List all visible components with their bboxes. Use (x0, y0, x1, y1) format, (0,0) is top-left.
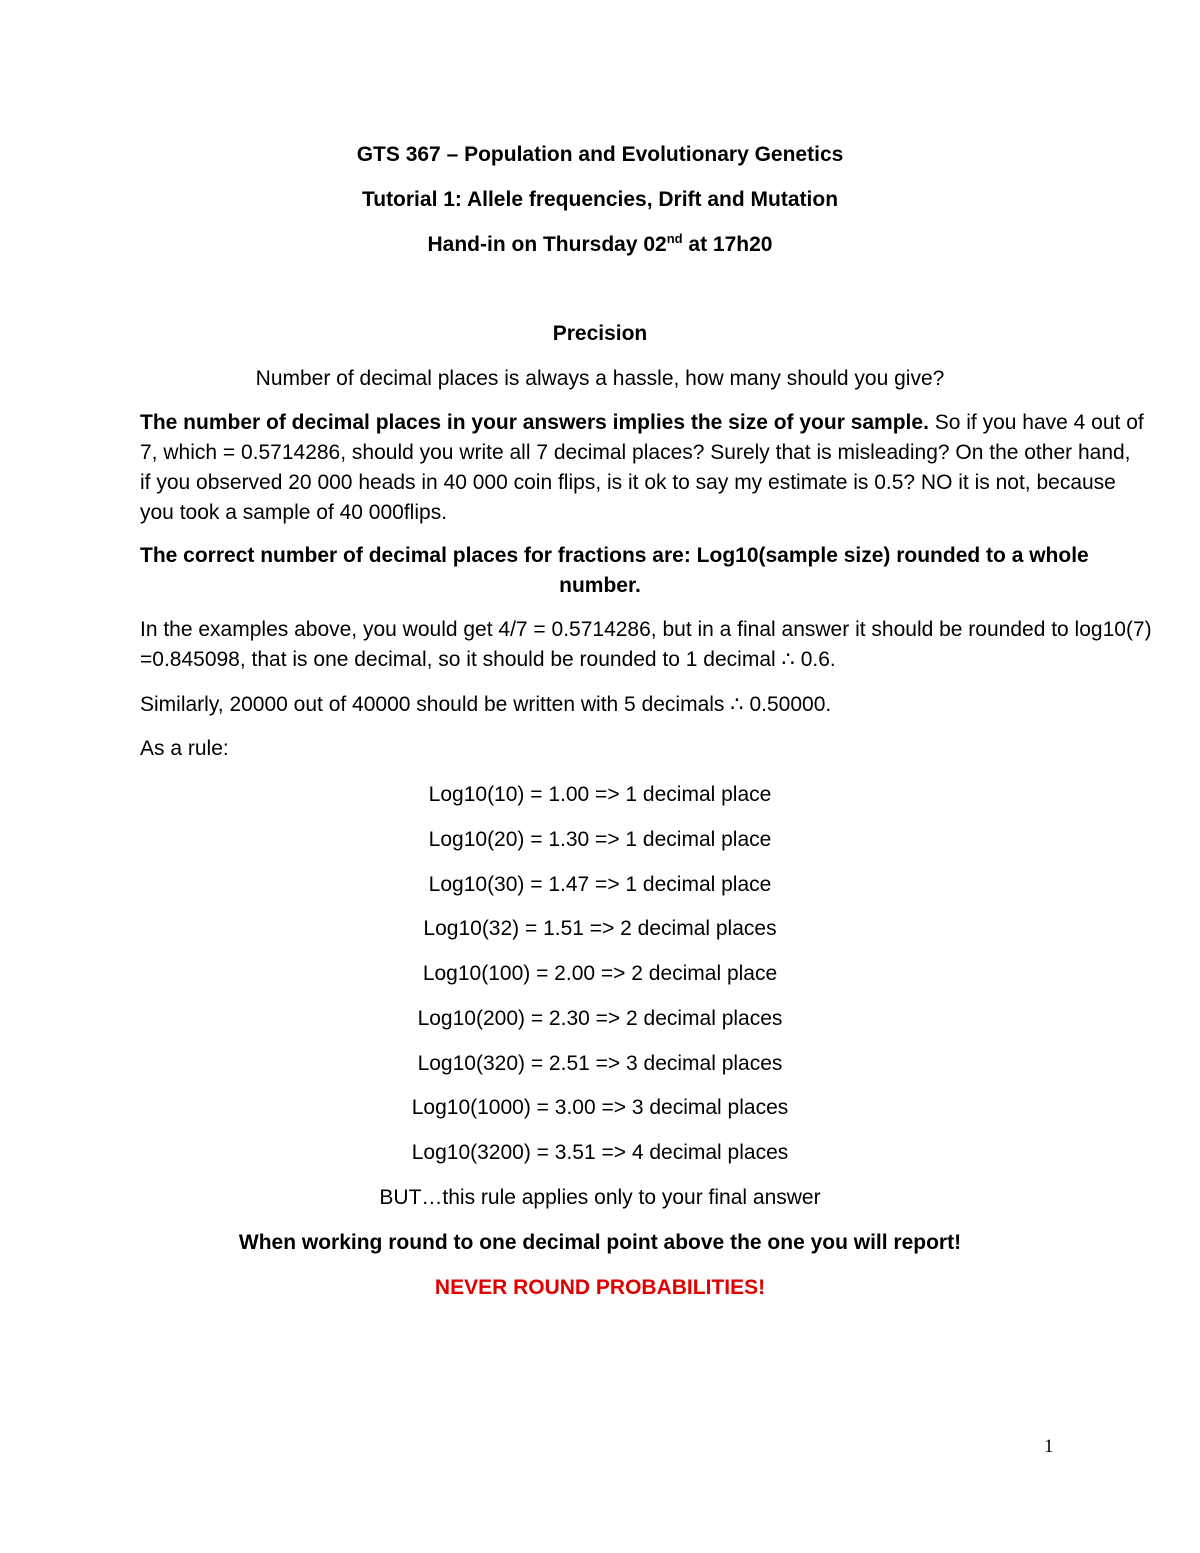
handin-superscript: nd (666, 231, 683, 246)
paragraph-line: 7, which = 0.5714286, should you write all 7 decimal places? Surely that is misleading? On the other hand, (140, 441, 1131, 464)
paragraph-line: In the examples above, you would get 4/7 = 0.5714286, but in a final answer it should be rounded to log10(7) (140, 618, 1152, 641)
course-title: GTS 367 – Population and Evolutionary Genetics (356, 143, 844, 166)
rule-item: Log10(100) = 2.00 => 2 decimal place (422, 962, 778, 985)
paragraph-line: if you observed 20 000 heads in 40 000 coin flips, is it ok to say my estimate is 0.5? NO it is not, because (140, 471, 1116, 494)
rule-item: Log10(30) = 1.47 => 1 decimal place (428, 873, 772, 896)
paragraph-line: =0.845098, that is one decimal, so it should be rounded to 1 decimal ∴ 0.6. (140, 648, 836, 671)
handin-prefix: Hand-in on Thursday 02 (427, 233, 667, 256)
but-note: BUT…this rule applies only to your final answer (379, 1186, 821, 1209)
rule-item: Log10(20) = 1.30 => 1 decimal place (428, 828, 772, 851)
warning-text: NEVER ROUND PROBABILITIES! (434, 1276, 766, 1299)
paragraph-example (140, 615, 1152, 675)
line-rest: So if you have 4 out of (928, 411, 1144, 434)
rule-item: Log10(200) = 2.30 => 2 decimal places (417, 1007, 783, 1030)
handin-suffix: at 17h20 (682, 233, 773, 256)
rule-item: Log10(1000) = 3.00 => 3 decimal places (411, 1096, 789, 1119)
rule-item: Log10(10) = 1.00 => 1 decimal place (428, 783, 772, 806)
section-title: Precision (552, 322, 648, 345)
paragraph-sample-size (140, 408, 1144, 528)
page-number: 1 (1044, 1436, 1054, 1457)
similarly-text: Similarly, 20000 out of 40000 should be written with 5 decimals ∴ 0.50000. (140, 693, 832, 716)
rule-item: Log10(320) = 2.51 => 3 decimal places (417, 1052, 783, 1075)
paragraph-line: you took a sample of 40 000flips. (140, 501, 448, 524)
rule-heading-line1: The correct number of decimal places for fractions are: Log10(sample size) rounded to a whole (140, 544, 1089, 567)
handin-date (140, 233, 1060, 257)
rule-item: Log10(3200) = 3.51 => 4 decimal places (411, 1141, 789, 1164)
working-note: When working round to one decimal point above the one you will report! (238, 1231, 962, 1254)
rule-item: Log10(32) = 1.51 => 2 decimal places (423, 917, 777, 940)
rule-heading-line2: number. (559, 574, 641, 597)
paragraph-line (140, 408, 1144, 438)
as-a-rule-text: As a rule: (140, 737, 229, 760)
tutorial-title: Tutorial 1: Allele frequencies, Drift and Mutation (361, 188, 839, 211)
intro-text: Number of decimal places is always a hassle, how many should you give? (255, 367, 945, 390)
bold-lead: The number of decimal places in your answers implies the size of your sample. (140, 411, 929, 434)
